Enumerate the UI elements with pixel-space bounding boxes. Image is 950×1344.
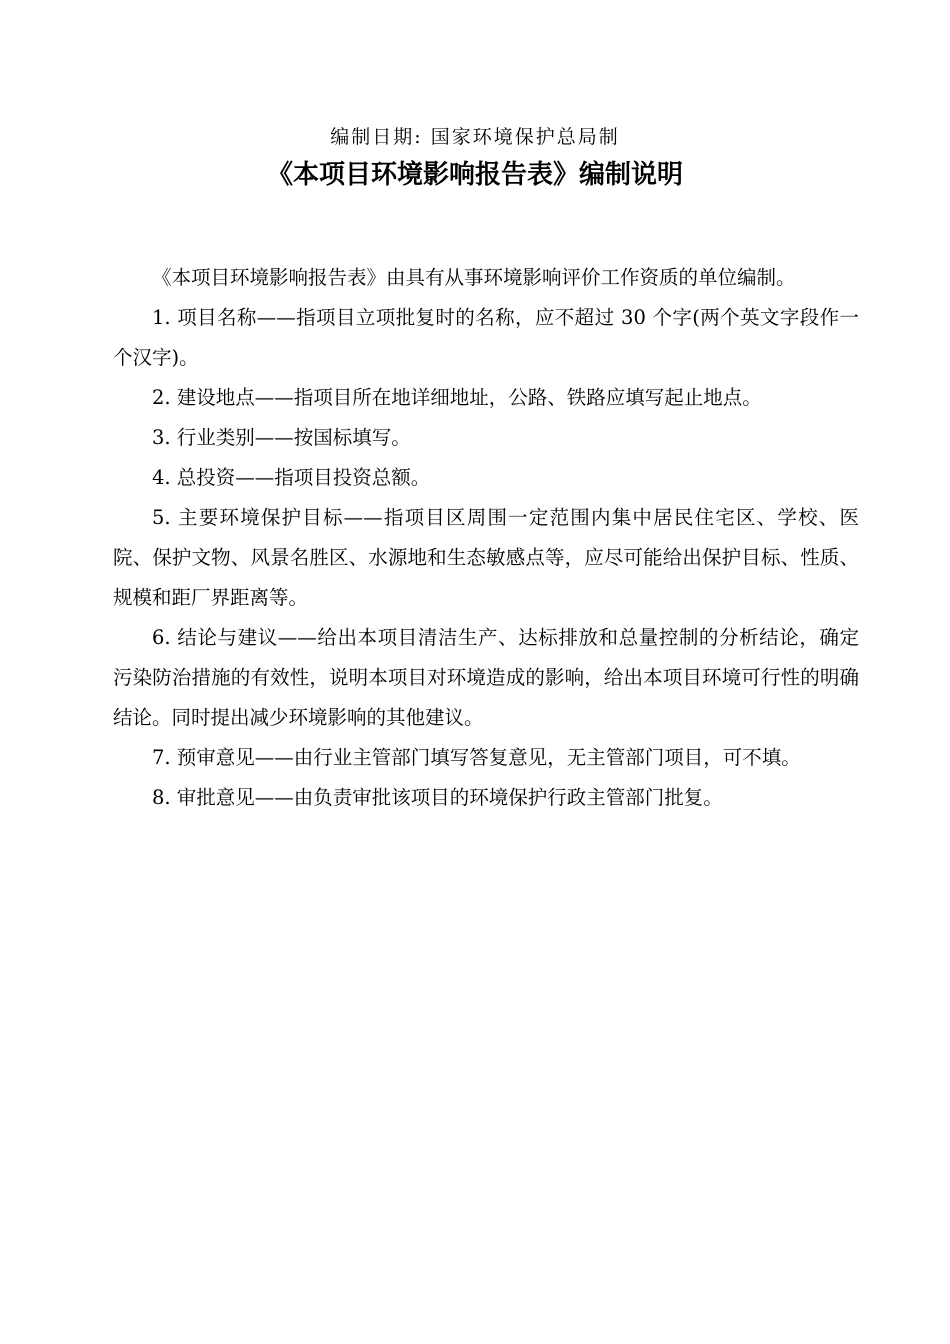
item-total-investment: 4. 总投资——指项目投资总额。 bbox=[152, 466, 431, 489]
item-construction-site: 2. 建设地点——指项目所在地详细地址，公路、铁路应填写起止地点。 bbox=[152, 386, 762, 409]
page-title: 《本项目环境影响报告表》编制说明 bbox=[266, 160, 683, 190]
item-protection-targets: 5. 主要环境保护目标——指项目区周围一定范围内集中居民住宅区、学校、医院、保护文物、风景名胜区、水源地和生态敏感点等，应尽可能给出保护目标、性质、规模和距厂界距离等。 bbox=[113, 506, 859, 609]
item-project-name: 1. 项目名称——指项目立项批复时的名称，应不超过 30 个字(两个英文字段作一个汉字)。 bbox=[113, 306, 859, 369]
item-pre-review-opinion: 7. 预审意见——由行业主管部门填写答复意见，无主管部门项目，可不填。 bbox=[152, 746, 801, 769]
item-conclusions: 6. 结论与建议——给出本项目清洁生产、达标排放和总量控制的分析结论，确定污染防治措施的有效性，说明本项目对环境造成的影响，给出本项目环境可行性的明确结论。同时提出减少环境影响的其他建议。 bbox=[113, 626, 859, 729]
intro-paragraph: 《本项目环境影响报告表》由具有从事环境影响评价工作资质的单位编制。 bbox=[152, 266, 796, 289]
item-industry-category: 3. 行业类别——按国标填写。 bbox=[152, 426, 411, 449]
item-approval-opinion: 8. 审批意见——由负责审批该项目的环境保护行政主管部门批复。 bbox=[152, 786, 723, 809]
instructions-body bbox=[113, 258, 859, 818]
compile-date-line: 编制日期: 国家环境保护总局制 bbox=[330, 126, 620, 148]
